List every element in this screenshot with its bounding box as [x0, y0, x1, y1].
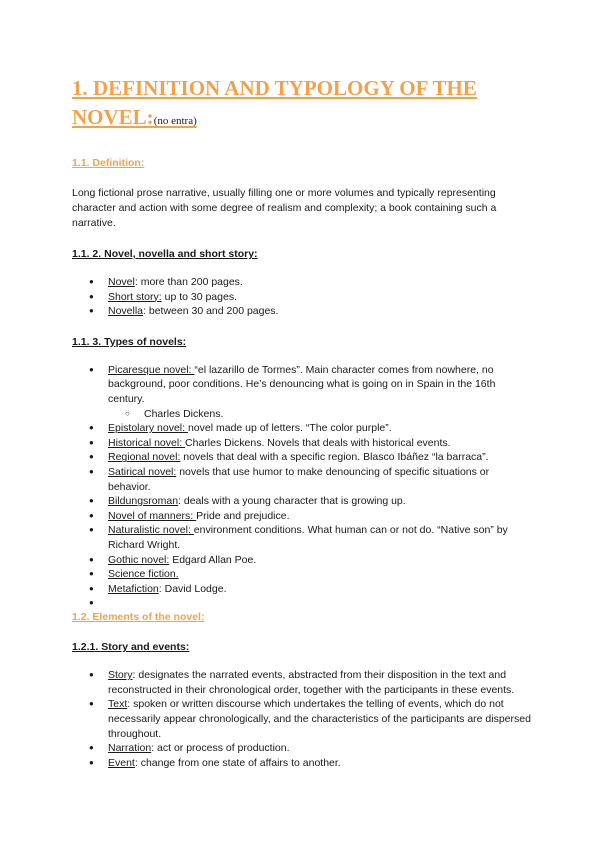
list-text: : change from one state of affairs to another.	[134, 756, 341, 769]
list-item	[108, 363, 532, 421]
list-text: Charles Dickens. Novels that deals with historical events.	[185, 436, 451, 449]
list-text: environment conditions. What human can or not do. “Native son” by Richard Wright.	[108, 524, 508, 551]
document-page	[72, 74, 532, 770]
list-item	[108, 567, 532, 582]
list-item	[108, 741, 532, 756]
list-term: Novella	[108, 305, 144, 318]
list-text: novel made up of letters. “The color purple”.	[187, 422, 392, 435]
title-note: (no entra)	[153, 115, 197, 127]
list-text: : spoken or written discourse which undertakes the telling of events, which do not necessarily appear chronologically, and the characteristics of the participants are dispersed throughout.	[108, 698, 531, 740]
list-text: “el lazarillo de Tormes”. Main character comes from nowhere, no background, poor conditions. He’s denouncing what is going on in Spain in the 16th century.	[108, 363, 496, 405]
title-line-2: NOVEL:	[72, 105, 154, 129]
list-item	[108, 421, 532, 436]
list-item	[108, 290, 532, 305]
list-term: Regional novel:	[108, 451, 181, 464]
definition-text: Long fictional prose narrative, usually filling one or more volumes and typically representing character and action with some degree of realism and complexity; a book containing such a narrative.	[72, 187, 497, 229]
list-term: Historical novel:	[108, 436, 186, 449]
list-item	[108, 756, 532, 771]
list-term: Narration	[108, 742, 152, 755]
list-text: novels that deal with a specific region. Blasco Ibáñez “la barraca”.	[180, 451, 489, 464]
list-text: up to 30 pages.	[161, 290, 237, 303]
sub-list-item: ○ Charles Dickens.	[144, 407, 532, 422]
definition-heading: 1.1. Definition:	[72, 157, 145, 169]
list-text: Pride and prejudice.	[196, 509, 290, 522]
list-text: : designates the narrated events, abstracted from their disposition in the text and reconstructed in their chronological order, together with the participants in these events.	[108, 669, 515, 696]
list-item	[108, 697, 532, 741]
list-item	[108, 450, 532, 465]
length-list	[72, 275, 532, 319]
list-item	[108, 436, 532, 451]
list-term: Event	[108, 756, 135, 769]
list-text: Edgard Allan Poe.	[169, 553, 257, 566]
types-heading: 1.1. 3. Types of novels:	[72, 335, 187, 348]
story-events-heading: 1.2.1. Story and events:	[72, 641, 190, 654]
list-term: Gothic novel:	[108, 553, 170, 566]
types-list	[72, 363, 532, 611]
list-text: : more than 200 pages.	[134, 276, 243, 288]
list-term: Metafiction	[108, 582, 159, 595]
list-item	[108, 553, 532, 568]
list-term: Text	[108, 698, 128, 711]
document-title	[72, 74, 532, 136]
list-item	[108, 582, 532, 597]
list-text: : act or process of production.	[151, 742, 290, 755]
empty-list-item	[108, 596, 532, 610]
list-term: Bildungsroman	[108, 495, 179, 508]
list-text: novels that use humor to make denouncing of specific situations or behavior.	[108, 465, 490, 493]
list-term: Naturalistic novel:	[108, 524, 194, 537]
list-term: Novel	[108, 276, 135, 288]
list-item	[108, 304, 532, 319]
list-item	[108, 509, 532, 524]
list-text: : deals with a young character that is growing up.	[178, 495, 406, 508]
elements-heading: 1.2. Elements of the novel:	[72, 611, 205, 624]
list-text: : David Lodge.	[158, 582, 227, 595]
list-item	[108, 494, 532, 509]
list-term: Novel of manners:	[108, 509, 197, 522]
list-term: Satirical novel:	[108, 465, 177, 478]
story-list	[72, 668, 532, 770]
list-term: Story	[108, 669, 133, 682]
list-item	[108, 465, 532, 494]
list-term: Short story:	[108, 290, 162, 303]
list-term: Epistolary novel:	[108, 422, 188, 435]
list-item	[108, 275, 532, 290]
list-item	[108, 668, 532, 697]
list-term: Science fiction.	[108, 568, 179, 581]
novel-novella-heading: 1.1. 2. Novel, novella and short story:	[72, 248, 258, 260]
title-line-1: 1. DEFINITION AND TYPOLOGY OF THE	[72, 76, 477, 100]
list-term: Picaresque novel:	[108, 363, 195, 376]
sub-list	[108, 407, 532, 422]
list-text: : between 30 and 200 pages.	[143, 305, 279, 318]
list-item	[108, 523, 532, 552]
